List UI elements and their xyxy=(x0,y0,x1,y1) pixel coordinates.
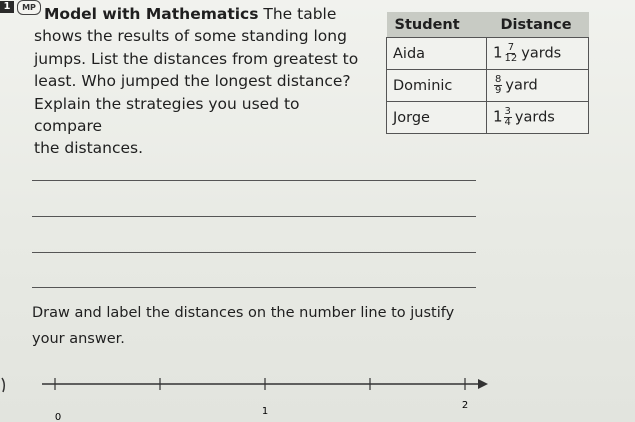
table-header-row xyxy=(387,12,589,38)
instruction-line-1: Draw and label the distances on the number line to justify xyxy=(32,305,455,321)
problem-line-2: shows the results of some standing long xyxy=(34,27,347,46)
tick-label: 0 xyxy=(54,412,62,422)
distance-unit: yard xyxy=(505,77,538,94)
tick-label: 2 xyxy=(461,400,469,411)
problem-number: 1 xyxy=(0,1,14,13)
distance-value xyxy=(487,38,589,70)
answer-line-4[interactable] xyxy=(32,287,476,288)
student-name: Aida xyxy=(387,38,487,70)
distance-unit: yards xyxy=(521,45,562,62)
problem-title: Model with Mathematics xyxy=(44,5,259,23)
table-row xyxy=(387,38,589,70)
distance-fraction xyxy=(494,75,502,96)
distance-fraction xyxy=(504,43,519,64)
distance-unit: yards xyxy=(514,109,555,126)
distance-column-header: Distance xyxy=(487,12,589,38)
mp-icon: MP xyxy=(17,0,41,15)
student-column-header: Student xyxy=(387,12,487,38)
tick-label: 1 xyxy=(261,406,269,417)
student-name: Jorge xyxy=(387,102,487,134)
table-row xyxy=(387,102,589,134)
answer-line-1[interactable] xyxy=(32,180,476,181)
distance-whole: 1 xyxy=(493,107,503,126)
problem-line-5: Explain the strategies you used to compare xyxy=(34,94,300,136)
table-row xyxy=(387,70,589,102)
problem-line-1-text: The table xyxy=(263,5,337,23)
pencil-mark xyxy=(2,378,4,392)
problem-line-1 xyxy=(34,3,364,25)
fraction-numerator: 7 xyxy=(507,42,515,53)
number-line-instructions xyxy=(32,300,472,352)
problem-line-6: the distances. xyxy=(34,139,144,158)
answer-line-3[interactable] xyxy=(32,252,476,253)
fraction-numerator: 8 xyxy=(495,74,502,85)
distance-value xyxy=(487,70,589,102)
number-line-arrow-icon xyxy=(478,379,488,389)
distance-value xyxy=(487,102,589,134)
fraction-denominator: 4 xyxy=(504,117,511,128)
distance-fraction xyxy=(504,107,512,128)
fraction-numerator: 3 xyxy=(504,106,511,117)
instruction-line-2: your answer. xyxy=(32,331,125,347)
fraction-denominator: 12 xyxy=(504,53,518,64)
problem-line-3: jumps. List the distances from greatest to xyxy=(34,49,359,68)
jump-results-table xyxy=(386,12,589,134)
answer-line-2[interactable] xyxy=(32,216,476,217)
number-line[interactable] xyxy=(0,368,635,422)
problem-text xyxy=(34,3,364,160)
problem-line-4: least. Who jumped the longest distance? xyxy=(34,72,351,91)
fraction-denominator: 9 xyxy=(495,85,502,96)
distance-whole: 1 xyxy=(493,43,503,62)
student-name: Dominic xyxy=(387,70,487,102)
